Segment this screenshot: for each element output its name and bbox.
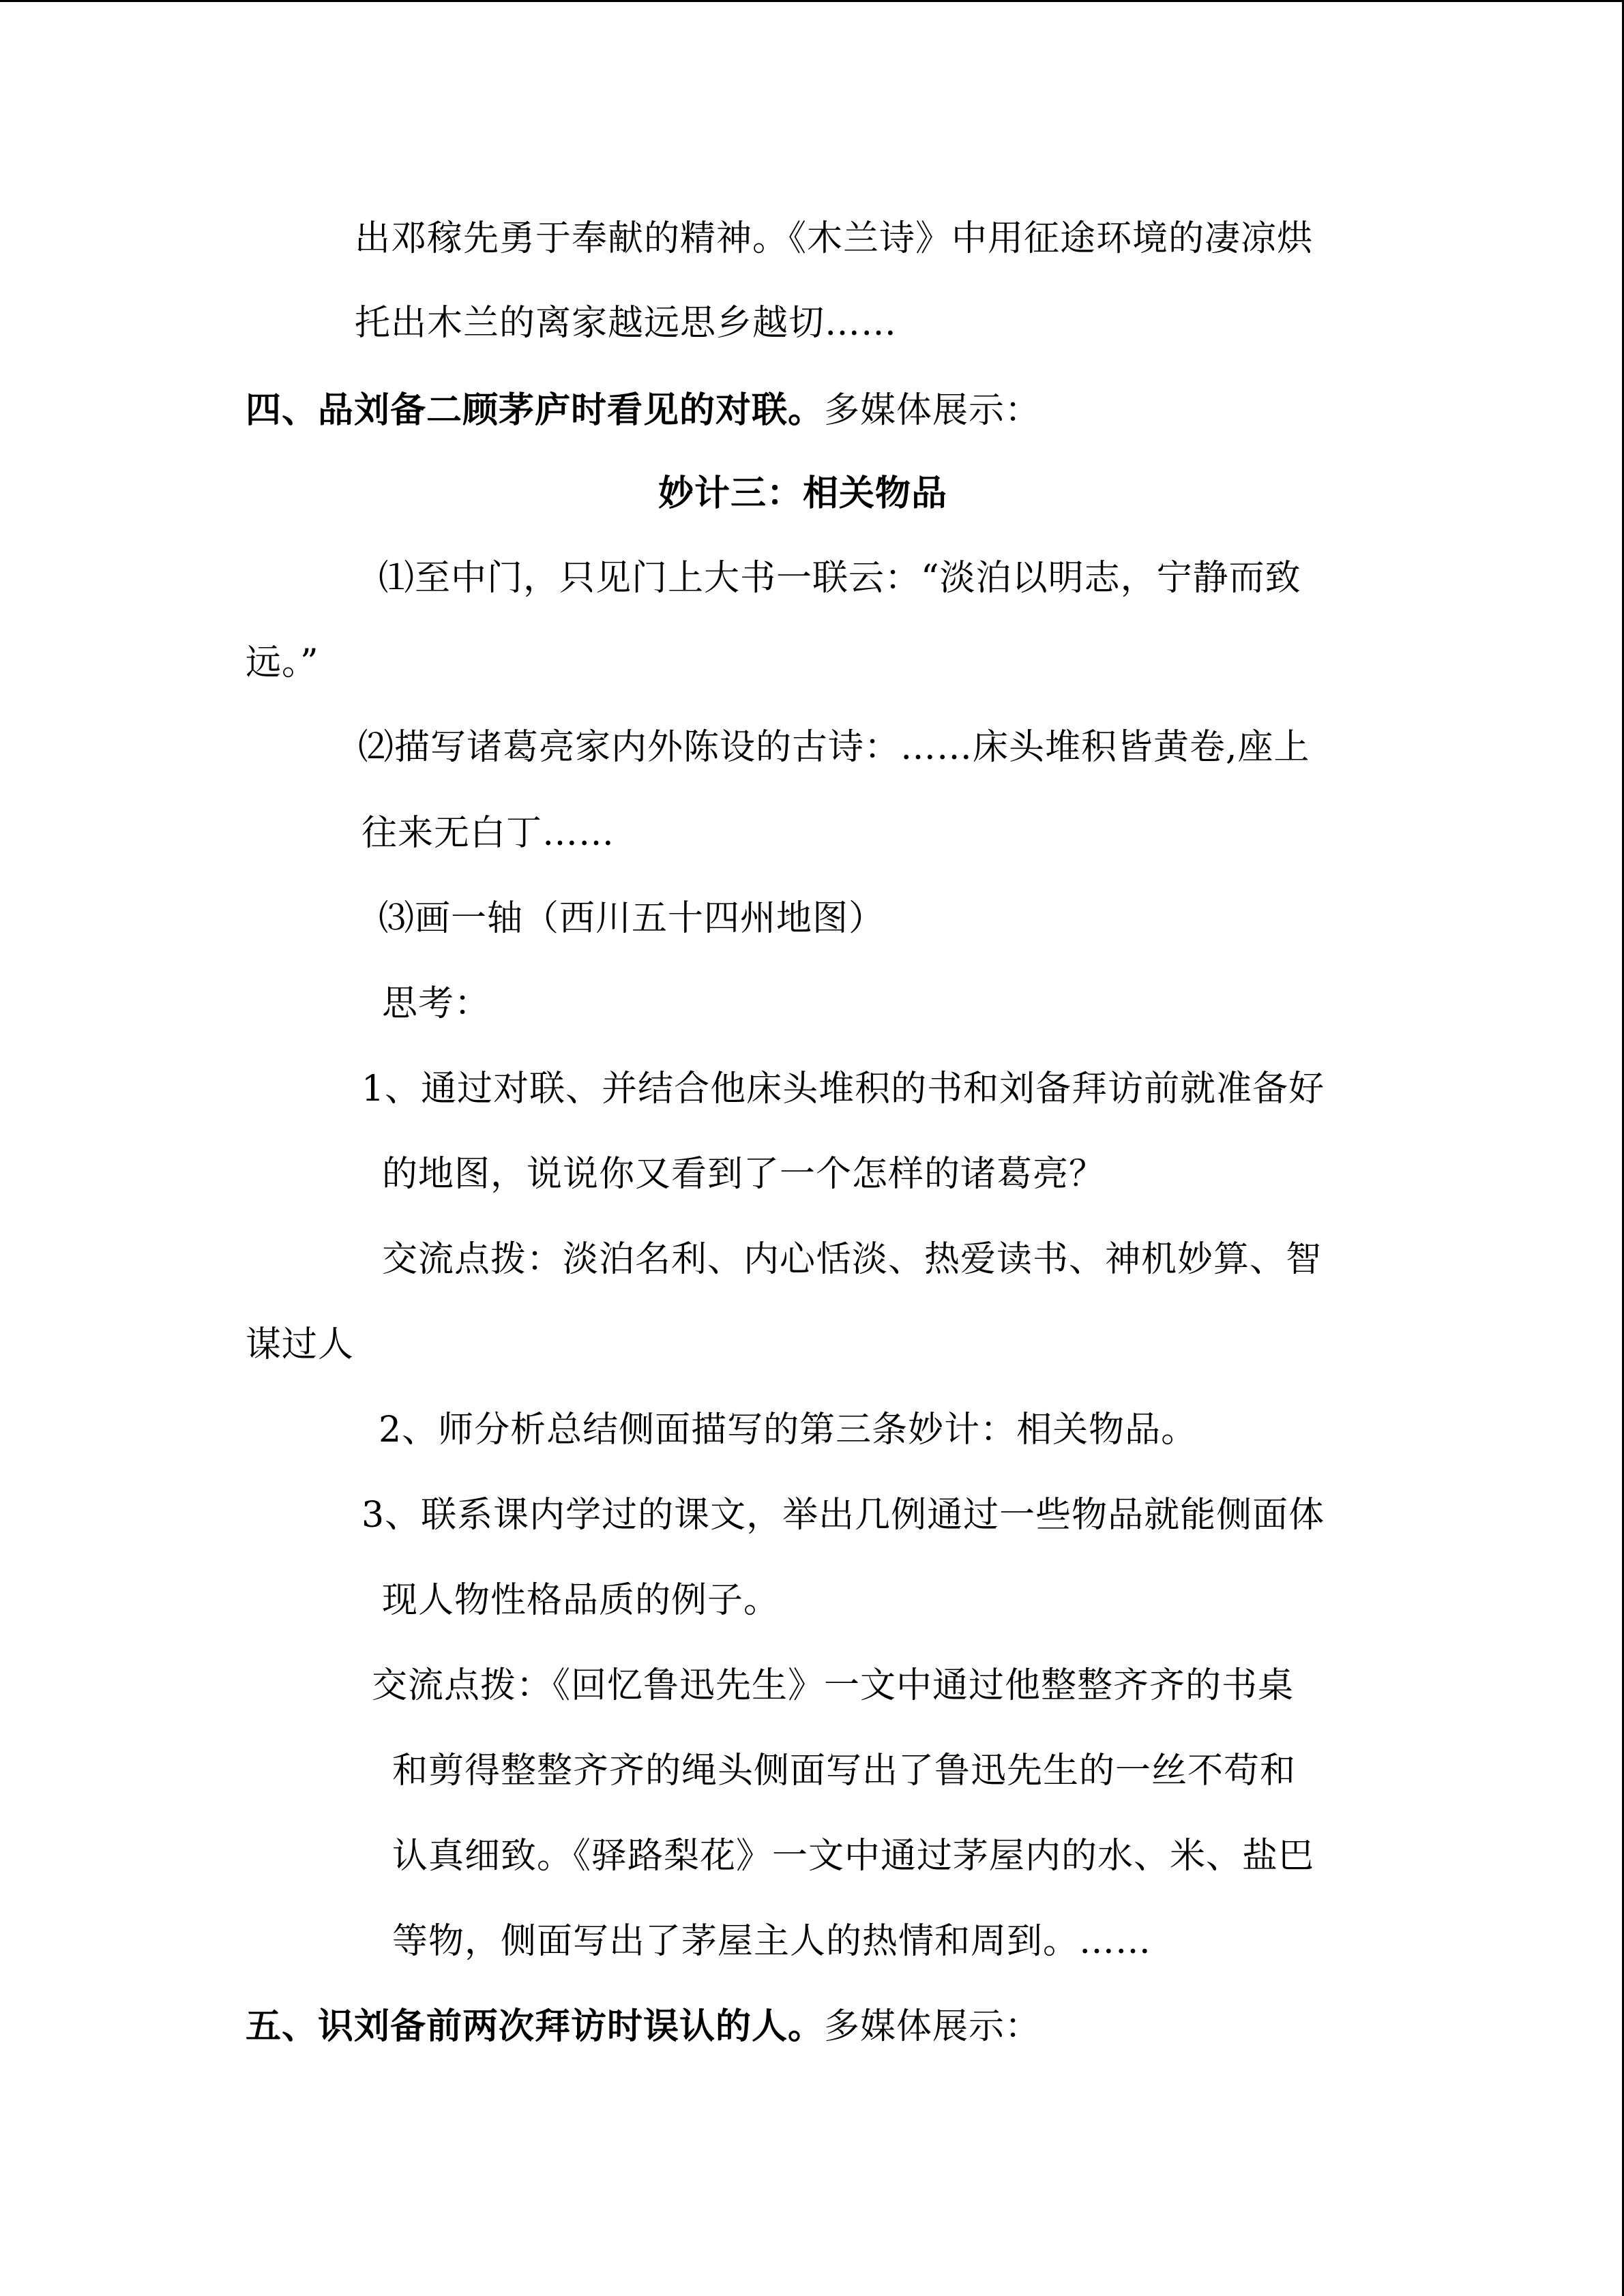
item-line: ⑴至中门，只见门上大书一联云：“淡泊以明志，宁静而致 — [379, 558, 1301, 599]
item-line: 思考： — [382, 983, 491, 1024]
item-line: 现人物性格品质的例子。 — [382, 1580, 780, 1621]
item-line: 谋过人 — [246, 1324, 355, 1365]
item-line: 认真细致。《驿路梨花》一文中通过茅屋内的水、米、盐巴 — [392, 1836, 1315, 1877]
paragraph-line: 出邓稼先勇于奉献的精神。《木兰诗》中用征途环境的凄凉烘 — [355, 218, 1314, 259]
paragraph-line: 托出木兰的离家越远思乡越切…… — [355, 303, 898, 344]
item-line: 等物，侧面写出了茅屋主人的热情和周到。…… — [392, 1921, 1152, 1962]
item-line: 和剪得整整齐齐的绳头侧面写出了鲁迅先生的一丝不苟和 — [392, 1750, 1297, 1791]
item-line: 往来无白丁…… — [361, 813, 615, 854]
subheading: 妙计三：相关物品 — [658, 473, 948, 514]
section-heading-5-title: 五、识刘备前两次拜访时误认的人。 — [246, 2006, 825, 2047]
section-heading-4-title: 四、品刘备二顾茅庐时看见的对联。 — [246, 390, 825, 431]
item-line: 3、联系课内学过的课文，举出几例通过一些物品就能侧面体 — [361, 1495, 1325, 1536]
page-border-top — [0, 0, 1624, 2]
item-line: 的地图，说说你又看到了一个怎样的诸葛亮？ — [382, 1154, 1106, 1195]
item-line: 2、师分析总结侧面描写的第三条妙计：相关物品。 — [379, 1410, 1198, 1450]
item-line: ⑵描写诸葛亮家内外陈设的古诗：……床头堆积皆黄卷,座上 — [358, 727, 1310, 768]
section-heading-4 — [246, 389, 1041, 432]
item-line: 交流点拨：《回忆鲁迅先生》一文中通过他整整齐齐的书桌 — [372, 1665, 1295, 1706]
item-line: ⑶画一轴（西川五十四州地图） — [379, 898, 885, 939]
section-heading-5-tail: 多媒体展示： — [824, 2006, 1042, 2047]
section-heading-4-tail: 多媒体展示： — [824, 390, 1042, 431]
item-line: 交流点拨：淡泊名利、内心恬淡、热爱读书、神机妙算、智 — [382, 1239, 1323, 1280]
section-heading-5 — [246, 2005, 1041, 2048]
item-line: 1、通过对联、并结合他床头堆积的书和刘备拜访前就准备好 — [361, 1069, 1325, 1109]
item-line: 远。” — [246, 642, 319, 683]
